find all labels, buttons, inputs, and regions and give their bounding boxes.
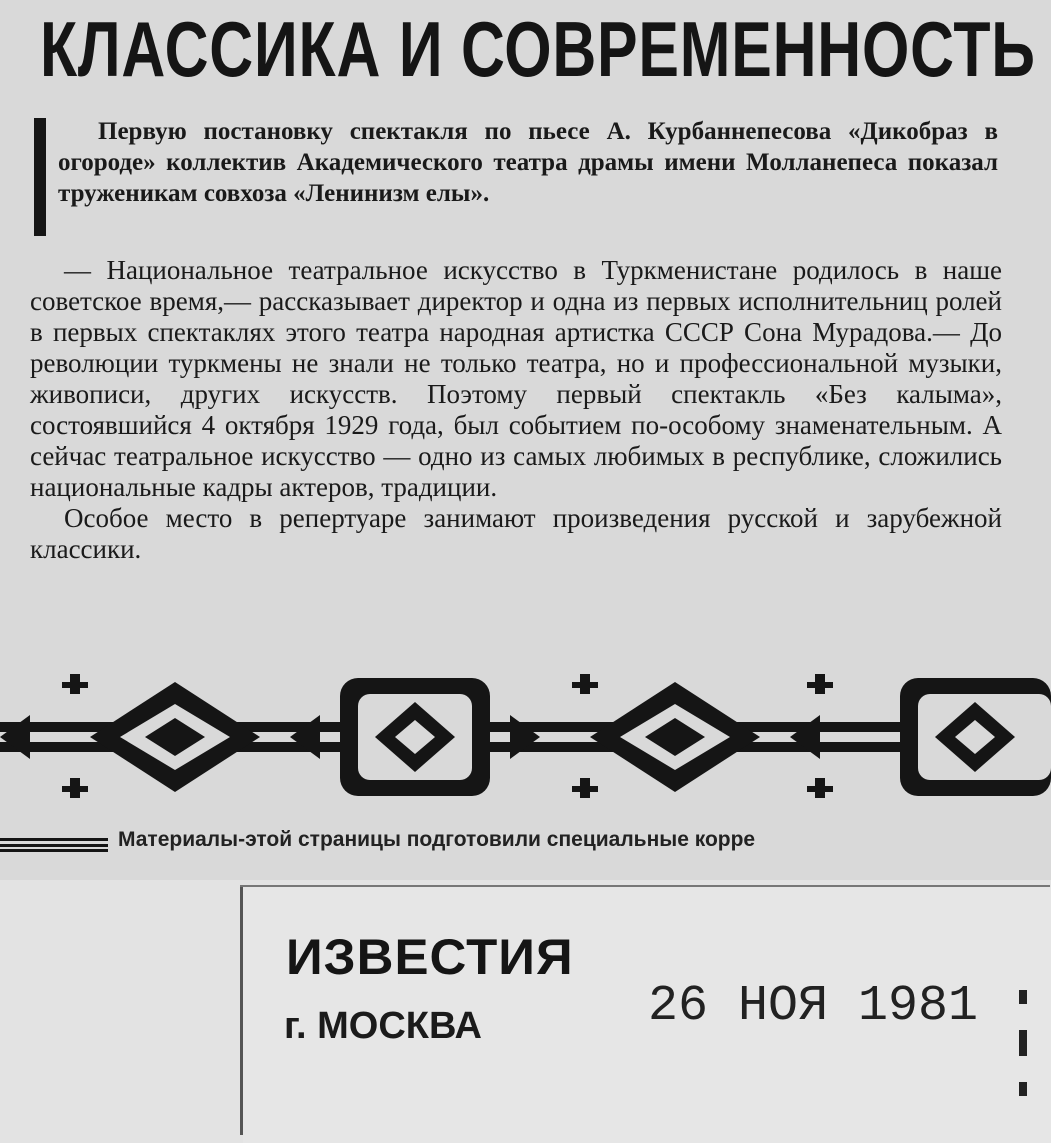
card-edge-horizontal [240, 885, 1050, 887]
ornament-diamond-1 [62, 674, 260, 798]
body-paragraph-2: Особое место в репертуаре занимают произведения русской и зарубежной классики. [30, 503, 1002, 564]
stamp-city: г. МОСКВА [284, 1005, 482, 1047]
lead-marker-bar [34, 118, 46, 236]
credit-line: Материалы-этой страницы подготовили специальные корре [118, 828, 756, 851]
stamp-bracket-mark [1015, 990, 1029, 1100]
ornament-gul-1 [340, 678, 490, 796]
stamp-newspaper-name: ИЗВЕСТИЯ [286, 929, 574, 985]
lead-paragraph: Первую постановку спектакля по пьесе А. Курбаннепесова «Дикобраз в огороде» коллектив Академического театра драмы имени Молланепеса показал труженикам совхоза «Ленинизм елы». [58, 118, 998, 207]
body-paragraph-1: — Национальное театральное искусство в Туркменистане родилось в наше советское время,— рассказывает директор и одна из первых исполнительниц ролей в первых спектаклях этого театра народная артистка СССР Сона Мурадова.— До революции туркмены не знали не только театра, но и профессиональной музыки, живописи, других искусств. Поэтому первый спектакль «Без калыма», состоявшийся 4 октября 1929 года, был событием по-особому знаменательным. А сейчас театральное искусство — одно из самых любимых в республике, сложились национальные кадры актеров, традиции. [30, 255, 1002, 502]
article-body [30, 255, 1002, 565]
credit-rule-lines [0, 838, 108, 852]
card-edge-vertical [240, 885, 243, 1135]
article-headline: КЛАССИКА И СОВРЕМЕННОСТЬ [40, 5, 1036, 93]
article-lead [58, 116, 998, 209]
stamp-date: 26 НОЯ 1981 [648, 978, 979, 1035]
turkmen-ornament-border [0, 660, 1051, 808]
ornament-gul-2 [900, 678, 1051, 796]
